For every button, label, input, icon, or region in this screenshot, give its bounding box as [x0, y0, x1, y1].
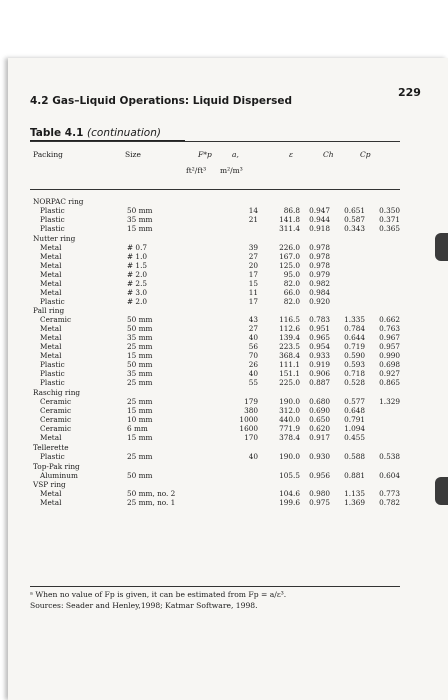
- table-bottom-rule: [30, 586, 400, 587]
- cell-size: 15 mm: [127, 351, 153, 360]
- col-header-cp: Cp: [360, 150, 371, 159]
- packing-name: Plastic: [40, 206, 65, 215]
- table-group-row: [0, 463, 448, 471]
- packing-name: Plastic: [40, 360, 65, 369]
- cell-a: 82.0: [283, 279, 300, 288]
- packing-name: Top-Pak ring: [33, 462, 80, 471]
- cell-e: 0.650: [309, 415, 330, 424]
- col-header-packing: Packing: [33, 150, 63, 159]
- table-row: [0, 370, 448, 378]
- packing-name: Metal: [40, 243, 62, 252]
- cell-ch: 0.593: [344, 360, 365, 369]
- cell-cp: 0.698: [379, 360, 400, 369]
- cell-cp: 0.773: [379, 489, 400, 498]
- packing-name: Tellerette: [33, 443, 69, 452]
- cell-a: 151.1: [279, 369, 300, 378]
- packing-name: Metal: [40, 324, 62, 333]
- table-row: [0, 434, 448, 442]
- cell-fp: 17: [248, 270, 258, 279]
- cell-e: 0.982: [309, 279, 330, 288]
- cell-e: 0.690: [309, 406, 330, 415]
- packing-name: Metal: [40, 342, 62, 351]
- packing-name: Aluminum: [40, 471, 78, 480]
- table-row: [0, 262, 448, 270]
- cell-a: 312.0: [279, 406, 300, 415]
- cell-cp: 1.329: [379, 397, 400, 406]
- packing-name: Metal: [40, 252, 62, 261]
- cell-e: 0.978: [309, 243, 330, 252]
- cell-fp: 380: [244, 406, 258, 415]
- col-header-fp-unit: ft²/ft³: [186, 166, 207, 175]
- cell-cp: 0.865: [379, 378, 400, 387]
- cell-ch: 0.528: [344, 378, 365, 387]
- cell-size: 50 mm: [127, 206, 153, 215]
- cell-a: 125.0: [279, 261, 300, 270]
- packing-name: Plastic: [40, 452, 65, 461]
- table-row: [0, 453, 448, 461]
- cell-e: 0.919: [309, 360, 330, 369]
- cell-fp: 70: [248, 351, 258, 360]
- table-row: [0, 316, 448, 324]
- cell-fp: 43: [248, 315, 258, 324]
- cell-cp: 0.927: [379, 369, 400, 378]
- table-group-row: [0, 198, 448, 206]
- table-row: [0, 244, 448, 252]
- cell-e: 0.680: [309, 397, 330, 406]
- cell-a: 368.4: [279, 351, 300, 360]
- table-row: [0, 216, 448, 224]
- section-title: 4.2 Gas–Liquid Operations: Liquid Dispersed: [30, 95, 293, 107]
- cell-e: 0.918: [309, 224, 330, 233]
- cell-cp: 0.365: [379, 224, 400, 233]
- table-row: [0, 289, 448, 297]
- packing-name: Nutter ring: [33, 234, 76, 243]
- cell-a: 82.0: [283, 297, 300, 306]
- table-top-rule: [30, 141, 400, 142]
- cell-ch: 0.590: [344, 351, 365, 360]
- cell-fp: 39: [248, 243, 258, 252]
- table-row: [0, 490, 448, 498]
- col-header-fp: F*p: [198, 150, 212, 159]
- cell-size: # 1.0: [127, 252, 148, 261]
- col-header-size: Size: [125, 150, 141, 159]
- cell-fp: 11: [248, 288, 258, 297]
- table-row: [0, 343, 448, 351]
- packing-name: Ceramic: [40, 397, 72, 406]
- cell-ch: 0.648: [344, 406, 365, 415]
- cell-size: 35 mm: [127, 369, 153, 378]
- cell-e: 0.930: [309, 452, 330, 461]
- cell-a: 105.5: [279, 471, 300, 480]
- cell-ch: 0.588: [344, 452, 365, 461]
- table-row: [0, 416, 448, 424]
- cell-cp: 0.538: [379, 452, 400, 461]
- packing-name: Ceramic: [40, 424, 72, 433]
- cell-size: 25 mm: [127, 378, 153, 387]
- cell-cp: 0.763: [379, 324, 400, 333]
- col-header-ch: Ch: [323, 150, 334, 159]
- cell-fp: 15: [248, 279, 258, 288]
- table-row: [0, 398, 448, 406]
- table-row: [0, 207, 448, 215]
- cell-ch: 0.718: [344, 369, 365, 378]
- packing-name: Plastic: [40, 297, 65, 306]
- cell-e: 0.975: [309, 498, 330, 507]
- table-row: [0, 407, 448, 415]
- packing-name: Metal: [40, 279, 62, 288]
- cell-size: 50 mm: [127, 360, 153, 369]
- cell-ch: 0.644: [344, 333, 365, 342]
- cell-a: 111.1: [279, 360, 300, 369]
- table-row: [0, 271, 448, 279]
- packing-name: Plastic: [40, 369, 65, 378]
- packing-name: Plastic: [40, 378, 65, 387]
- cell-cp: 0.604: [379, 471, 400, 480]
- table-row: [0, 334, 448, 342]
- cell-e: 0.984: [309, 288, 330, 297]
- cell-size: 15 mm: [127, 224, 153, 233]
- cell-fp: 27: [248, 252, 258, 261]
- cell-fp: 21: [248, 215, 258, 224]
- cell-a: 95.0: [283, 270, 300, 279]
- cell-cp: 0.990: [379, 351, 400, 360]
- packing-name: VSP ring: [33, 480, 66, 489]
- cell-e: 0.978: [309, 252, 330, 261]
- cell-a: 190.0: [279, 397, 300, 406]
- cell-fp: 179: [244, 397, 258, 406]
- table-row: [0, 298, 448, 306]
- cell-a: 440.0: [279, 415, 300, 424]
- cell-fp: 1600: [239, 424, 258, 433]
- cell-size: 10 mm: [127, 415, 153, 424]
- cell-e: 0.917: [309, 433, 330, 442]
- cell-a: 226.0: [279, 243, 300, 252]
- cell-size: # 0.7: [127, 243, 148, 252]
- cell-a: 141.8: [279, 215, 300, 224]
- packing-name: Metal: [40, 351, 62, 360]
- table-row: [0, 325, 448, 333]
- packing-name: Ceramic: [40, 315, 72, 324]
- cell-a: 378.4: [279, 433, 300, 442]
- cell-ch: 1.369: [344, 498, 365, 507]
- cell-ch: 1.094: [344, 424, 365, 433]
- table-group-row: [0, 389, 448, 397]
- cell-a: 771.9: [279, 424, 300, 433]
- cell-fp: 40: [248, 369, 258, 378]
- cell-e: 0.887: [309, 378, 330, 387]
- cell-size: # 1.5: [127, 261, 148, 270]
- cell-a: 167.0: [279, 252, 300, 261]
- col-header-a-unit: m²/m³: [220, 166, 243, 175]
- packing-name: Metal: [40, 489, 62, 498]
- cell-size: 35 mm: [127, 333, 153, 342]
- cell-fp: 40: [248, 452, 258, 461]
- table-group-row: [0, 481, 448, 489]
- cell-a: 116.5: [279, 315, 300, 324]
- cell-fp: 17: [248, 297, 258, 306]
- cell-e: 0.954: [309, 342, 330, 351]
- table-group-row: [0, 444, 448, 452]
- cell-size: 15 mm: [127, 406, 153, 415]
- cell-size: 15 mm: [127, 433, 153, 442]
- cell-a: 199.6: [279, 498, 300, 507]
- cell-e: 0.979: [309, 270, 330, 279]
- table-caption-label: Table 4.1: [30, 127, 88, 139]
- cell-a: 86.8: [283, 206, 300, 215]
- cell-e: 0.980: [309, 489, 330, 498]
- table-group-row: [0, 235, 448, 243]
- cell-size: 25 mm, no. 1: [127, 498, 176, 507]
- table-row: [0, 361, 448, 369]
- cell-ch: 0.791: [344, 415, 365, 424]
- cell-size: # 2.0: [127, 297, 148, 306]
- packing-name: Metal: [40, 498, 62, 507]
- cell-ch: 0.784: [344, 324, 365, 333]
- cell-e: 0.783: [309, 315, 330, 324]
- cell-a: 311.4: [279, 224, 300, 233]
- col-header-a: a,: [232, 150, 239, 159]
- cell-ch: 0.343: [344, 224, 365, 233]
- packing-name: Ceramic: [40, 415, 72, 424]
- cell-e: 0.944: [309, 215, 330, 224]
- table-row: [0, 225, 448, 233]
- cell-e: 0.947: [309, 206, 330, 215]
- cell-a: 139.4: [279, 333, 300, 342]
- packing-name: NORPAC ring: [33, 197, 84, 206]
- cell-size: 50 mm: [127, 471, 153, 480]
- cell-ch: 0.577: [344, 397, 365, 406]
- cell-size: 35 mm: [127, 215, 153, 224]
- cell-size: 25 mm: [127, 452, 153, 461]
- table-row: [0, 425, 448, 433]
- cell-fp: 26: [248, 360, 258, 369]
- cell-e: 0.933: [309, 351, 330, 360]
- table-footnote: ᵃ When no value of Fp is given, it can be estimated from Fp = a/ε³.: [30, 590, 287, 599]
- table-header-rule: [30, 189, 400, 190]
- cell-a: 225.0: [279, 378, 300, 387]
- cell-cp: 0.371: [379, 215, 400, 224]
- table-row: [0, 472, 448, 480]
- cell-fp: 170: [244, 433, 258, 442]
- table-row: [0, 499, 448, 507]
- cell-fp: 1000: [239, 415, 258, 424]
- cell-ch: 0.587: [344, 215, 365, 224]
- cell-ch: 0.651: [344, 206, 365, 215]
- cell-a: 190.0: [279, 452, 300, 461]
- packing-name: Metal: [40, 333, 62, 342]
- table-row: [0, 280, 448, 288]
- cell-ch: 0.455: [344, 433, 365, 442]
- packing-name: Metal: [40, 261, 62, 270]
- table-sources: Sources: Seader and Henley,1998; Katmar Software, 1998.: [30, 601, 258, 610]
- cell-fp: 55: [248, 378, 258, 387]
- cell-fp: 56: [248, 342, 258, 351]
- cell-e: 0.620: [309, 424, 330, 433]
- cell-e: 0.965: [309, 333, 330, 342]
- packing-name: Metal: [40, 270, 62, 279]
- cell-ch: 1.135: [344, 489, 365, 498]
- cell-size: # 3.0: [127, 288, 148, 297]
- cell-size: 25 mm: [127, 342, 153, 351]
- packing-name: Raschig ring: [33, 388, 81, 397]
- packing-name: Plastic: [40, 224, 65, 233]
- cell-e: 0.978: [309, 261, 330, 270]
- cell-cp: 0.662: [379, 315, 400, 324]
- cell-e: 0.920: [309, 297, 330, 306]
- packing-name: Plastic: [40, 215, 65, 224]
- packing-name: Ceramic: [40, 406, 72, 415]
- page-number: 229: [398, 86, 421, 99]
- cell-cp: 0.350: [379, 206, 400, 215]
- cell-e: 0.951: [309, 324, 330, 333]
- cell-size: 50 mm, no. 2: [127, 489, 176, 498]
- cell-size: 6 mm: [127, 424, 148, 433]
- cell-size: 50 mm: [127, 315, 153, 324]
- cell-fp: 20: [248, 261, 258, 270]
- cell-size: 50 mm: [127, 324, 153, 333]
- cell-fp: 40: [248, 333, 258, 342]
- table-caption: [30, 127, 161, 139]
- cell-a: 223.5: [279, 342, 300, 351]
- cell-ch: 0.881: [344, 471, 365, 480]
- cell-ch: 0.719: [344, 342, 365, 351]
- cell-a: 112.6: [279, 324, 300, 333]
- packing-name: Metal: [40, 433, 62, 442]
- cell-size: # 2.0: [127, 270, 148, 279]
- cell-cp: 0.957: [379, 342, 400, 351]
- cell-ch: 1.335: [344, 315, 365, 324]
- cell-size: # 2.5: [127, 279, 148, 288]
- cell-e: 0.906: [309, 369, 330, 378]
- cell-cp: 0.967: [379, 333, 400, 342]
- cell-e: 0.956: [309, 471, 330, 480]
- cell-a: 104.6: [279, 489, 300, 498]
- cell-a: 66.0: [283, 288, 300, 297]
- table-row: [0, 253, 448, 261]
- table-group-row: [0, 307, 448, 315]
- packing-name: Metal: [40, 288, 62, 297]
- cell-fp: 14: [248, 206, 258, 215]
- cell-fp: 27: [248, 324, 258, 333]
- cell-cp: 0.782: [379, 498, 400, 507]
- table-caption-continuation: (continuation): [87, 127, 161, 139]
- packing-name: Pall ring: [33, 306, 65, 315]
- cell-size: 25 mm: [127, 397, 153, 406]
- table-row: [0, 352, 448, 360]
- col-header-epsilon: ε: [289, 150, 294, 159]
- table-row: [0, 379, 448, 387]
